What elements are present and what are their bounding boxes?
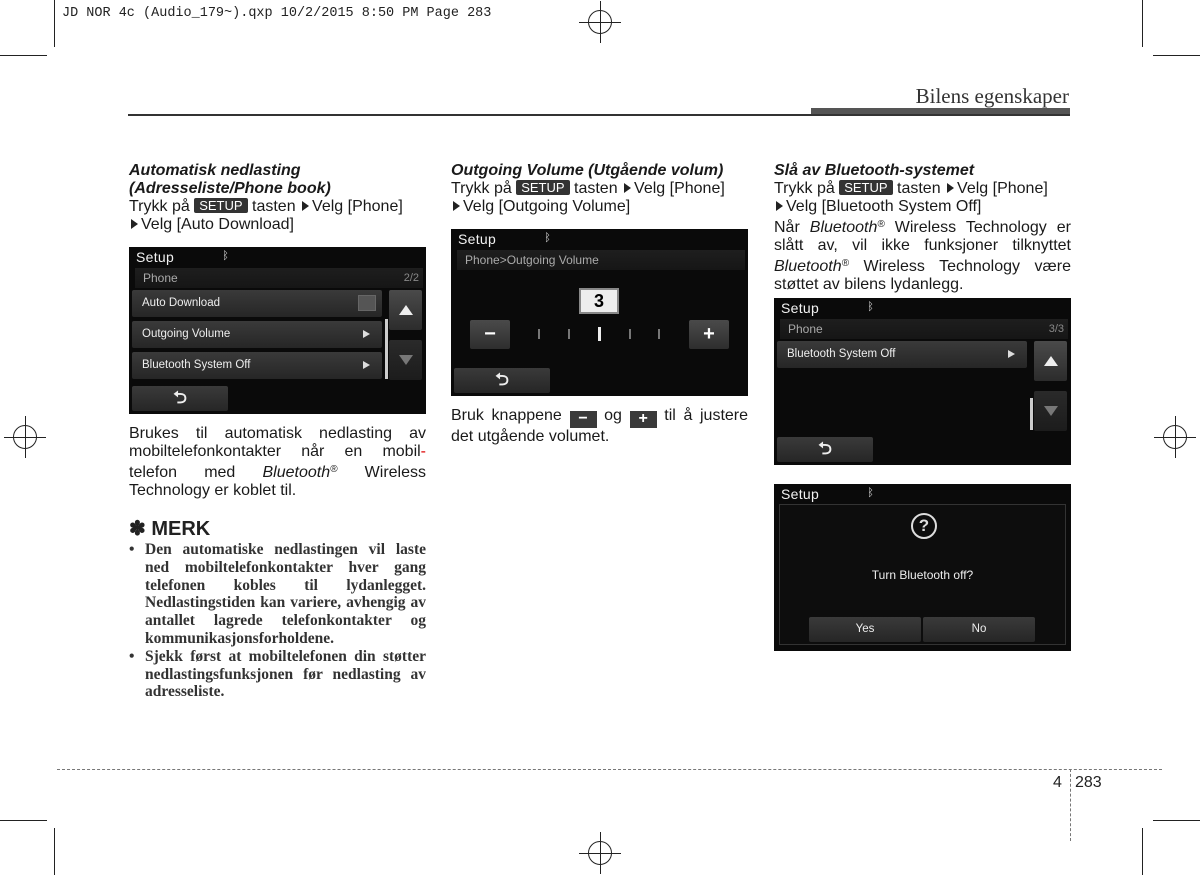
instruction-text: Velg [Phone] bbox=[957, 180, 1048, 197]
note-heading bbox=[129, 516, 210, 541]
setup-key: SETUP bbox=[194, 198, 247, 213]
heading-auto-download-sub: (Adresseliste/Phone book) bbox=[129, 180, 331, 197]
scroll-down-button[interactable] bbox=[1034, 391, 1067, 431]
scroll-up-button[interactable] bbox=[1034, 341, 1067, 381]
page-indicator: 2/2 bbox=[403, 272, 419, 284]
checkbox[interactable] bbox=[358, 295, 376, 311]
screen-setup-phone-bluetooth-off bbox=[774, 298, 1071, 465]
heading-outgoing-volume: Outgoing Volume (Utgående volum) bbox=[451, 162, 724, 179]
setup-key: SETUP bbox=[516, 180, 569, 195]
note-item: • Den automatiske nedlastingen vil laste ned mobiltelefonkontakter hver gang telefonen kobles til lydanlegget. Nedlastingstiden kan variere, avhengig av antallet lagrede telefonkontakter og kommunikasjonsforholdene. bbox=[129, 541, 426, 648]
chevron-right-icon bbox=[363, 330, 370, 338]
menu-item-label: Bluetooth System Off bbox=[787, 348, 896, 360]
bluetooth-icon: ᛒ bbox=[544, 232, 551, 244]
menu-item-auto-download[interactable] bbox=[132, 290, 382, 317]
menu-item-outgoing-volume[interactable] bbox=[132, 321, 382, 348]
screen-subtitle-text: Phone bbox=[143, 271, 178, 285]
menu-item-bluetooth-system-off[interactable] bbox=[132, 352, 382, 379]
arrow-up-icon bbox=[399, 305, 413, 315]
crop-mark bbox=[54, 828, 55, 875]
heading-bluetooth-off: Slå av Bluetooth-systemet bbox=[774, 162, 975, 179]
instruction-line bbox=[774, 198, 1071, 216]
menu-item-label: Bluetooth System Off bbox=[142, 359, 251, 371]
instruction-text: Trykk på bbox=[129, 198, 190, 215]
body-outgoing-volume bbox=[451, 407, 748, 446]
arrow-right-icon bbox=[776, 201, 783, 211]
note-list bbox=[129, 541, 426, 701]
scroll-down-button[interactable] bbox=[389, 340, 422, 380]
scrollbar[interactable] bbox=[385, 319, 388, 379]
body-text: Når bbox=[774, 219, 800, 236]
arrow-right-icon bbox=[302, 201, 309, 211]
screen-subtitle bbox=[457, 250, 745, 270]
crop-mark bbox=[0, 55, 47, 56]
menu-item-label: Outgoing Volume bbox=[142, 328, 231, 340]
scrollbar[interactable] bbox=[1030, 398, 1033, 430]
chevron-right-icon bbox=[1008, 350, 1015, 358]
bluetooth-icon: ᛒ bbox=[867, 301, 874, 313]
body-text: Brukes til automatisk nedlasting av mobiltelefonkontakter når en mobil bbox=[129, 425, 426, 460]
instruction-line bbox=[774, 180, 1071, 198]
volume-tick-current bbox=[598, 327, 601, 341]
registration-mark bbox=[13, 425, 37, 449]
crop-mark bbox=[1153, 55, 1200, 56]
instruction-text: Velg [Auto Download] bbox=[141, 216, 294, 233]
body-text: telefon med bbox=[129, 464, 236, 481]
screen-subtitle-text: Phone bbox=[788, 322, 823, 336]
registered-mark: ® bbox=[330, 464, 338, 475]
hyphen: - bbox=[420, 443, 426, 460]
screen-title: Setup bbox=[781, 300, 820, 316]
instruction-line bbox=[451, 180, 748, 198]
note-item: • Sjekk først at mobiltelefonen din støtter nedlastingsfunksjonen før nedlasting av adresseliste. bbox=[129, 648, 426, 701]
screen-subtitle bbox=[780, 319, 1068, 339]
brand-name: Bluetooth bbox=[262, 464, 331, 481]
setup-key: SETUP bbox=[839, 180, 892, 195]
chapter-number: 4 bbox=[1053, 774, 1062, 791]
instruction-text: Trykk på bbox=[451, 180, 512, 197]
registration-mark bbox=[588, 841, 612, 865]
chevron-right-icon bbox=[363, 361, 370, 369]
column-auto-download bbox=[129, 162, 426, 234]
bluetooth-icon: ᛒ bbox=[867, 487, 874, 499]
section-title: Bilens egenskaper bbox=[915, 84, 1069, 108]
menu-item-bluetooth-system-off[interactable] bbox=[777, 341, 1027, 368]
volume-value: 3 bbox=[579, 288, 619, 314]
body-text: Wireless Technology være støttet av bilens lydanlegg. bbox=[774, 258, 1071, 293]
arrow-right-icon bbox=[453, 201, 460, 211]
page-number: 283 bbox=[1075, 774, 1102, 791]
note-title: MERK bbox=[151, 518, 211, 540]
instruction-text: Trykk på bbox=[774, 180, 835, 197]
body-text: Wireless Technology er slått av, vil ikke funksjoner tilknyttet bbox=[774, 219, 1071, 254]
volume-tick bbox=[538, 329, 540, 339]
arrow-up-icon bbox=[1044, 356, 1058, 366]
volume-up-button[interactable]: + bbox=[689, 320, 729, 349]
confirm-dialog bbox=[779, 504, 1066, 645]
screen-title: Setup bbox=[458, 231, 497, 247]
crop-mark bbox=[1153, 820, 1200, 821]
note-icon: ✽ bbox=[129, 518, 146, 540]
volume-tick bbox=[568, 329, 570, 339]
crop-mark bbox=[54, 0, 55, 47]
arrow-right-icon bbox=[624, 183, 631, 193]
arrow-down-icon bbox=[1044, 406, 1058, 416]
crop-mark bbox=[0, 820, 47, 821]
back-button[interactable] bbox=[132, 386, 228, 411]
column-bluetooth-off bbox=[774, 162, 1071, 294]
menu-item-label: Auto Download bbox=[142, 297, 220, 309]
print-header: JD NOR 4c (Audio_179~).qxp 10/2/2015 8:50 PM Page 283 bbox=[62, 6, 492, 21]
bluetooth-icon: ᛒ bbox=[222, 250, 229, 262]
body-text: Bruk knappene bbox=[451, 407, 562, 424]
arrow-down-icon bbox=[399, 355, 413, 365]
registered-mark: ® bbox=[841, 258, 849, 269]
plus-key: + bbox=[630, 411, 657, 428]
footer-divider bbox=[1070, 769, 1071, 841]
screen-subtitle bbox=[135, 268, 423, 288]
header-rule bbox=[128, 114, 1070, 116]
crop-mark bbox=[1142, 0, 1143, 47]
dialog-message: Turn Bluetooth off? bbox=[871, 568, 974, 582]
body-bluetooth-off bbox=[774, 216, 1071, 294]
volume-tick bbox=[629, 329, 631, 339]
crop-mark bbox=[1142, 828, 1143, 875]
arrow-right-icon bbox=[131, 219, 138, 229]
instruction-line bbox=[451, 198, 748, 216]
screen-title: Setup bbox=[781, 486, 820, 502]
instruction-text: Velg [Phone] bbox=[634, 180, 725, 197]
arrow-right-icon bbox=[947, 183, 954, 193]
body-text: og bbox=[604, 407, 622, 424]
footer-rule bbox=[57, 769, 1162, 770]
registered-mark: ® bbox=[877, 219, 885, 230]
back-button[interactable] bbox=[454, 368, 550, 393]
instruction-text: Velg [Phone] bbox=[312, 198, 403, 215]
registration-mark bbox=[1163, 425, 1187, 449]
screen-title: Setup bbox=[136, 249, 175, 265]
back-icon: ⮌ bbox=[495, 370, 509, 389]
instruction-text: tasten bbox=[252, 198, 296, 215]
instruction-text: tasten bbox=[574, 180, 618, 197]
instruction-text: tasten bbox=[897, 180, 941, 197]
screen-bluetooth-off-dialog bbox=[774, 484, 1071, 651]
yes-button[interactable]: Yes bbox=[809, 617, 921, 642]
instruction-text: Velg [Bluetooth System Off] bbox=[786, 198, 982, 215]
instruction-text: Velg [Outgoing Volume] bbox=[463, 198, 631, 215]
volume-down-button[interactable]: − bbox=[470, 320, 510, 349]
back-icon: ⮌ bbox=[818, 439, 832, 458]
minus-key: − bbox=[570, 411, 597, 428]
question-icon: ? bbox=[911, 513, 937, 539]
body-text: Wireless Technology er koblet til. bbox=[129, 464, 426, 499]
back-icon: ⮌ bbox=[173, 388, 187, 407]
scroll-up-button[interactable] bbox=[389, 290, 422, 330]
heading-auto-download: Automatisk nedlasting bbox=[129, 162, 301, 179]
body-text: til å justere det utgående volumet. bbox=[451, 407, 749, 445]
column-outgoing-volume bbox=[451, 162, 748, 216]
registration-mark bbox=[588, 10, 612, 34]
no-button[interactable]: No bbox=[923, 617, 1035, 642]
back-button[interactable] bbox=[777, 437, 873, 462]
screen-outgoing-volume bbox=[451, 229, 748, 396]
page-indicator: 3/3 bbox=[1048, 323, 1064, 335]
screen-subtitle-text: Phone>Outgoing Volume bbox=[465, 253, 599, 267]
brand-name: Bluetooth bbox=[809, 219, 878, 236]
screen-setup-phone-auto-download bbox=[129, 247, 426, 414]
instruction-line bbox=[129, 198, 426, 216]
instruction-line bbox=[129, 216, 426, 234]
brand-name: Bluetooth bbox=[774, 258, 842, 275]
body-auto-download bbox=[129, 425, 426, 500]
volume-tick bbox=[658, 329, 660, 339]
